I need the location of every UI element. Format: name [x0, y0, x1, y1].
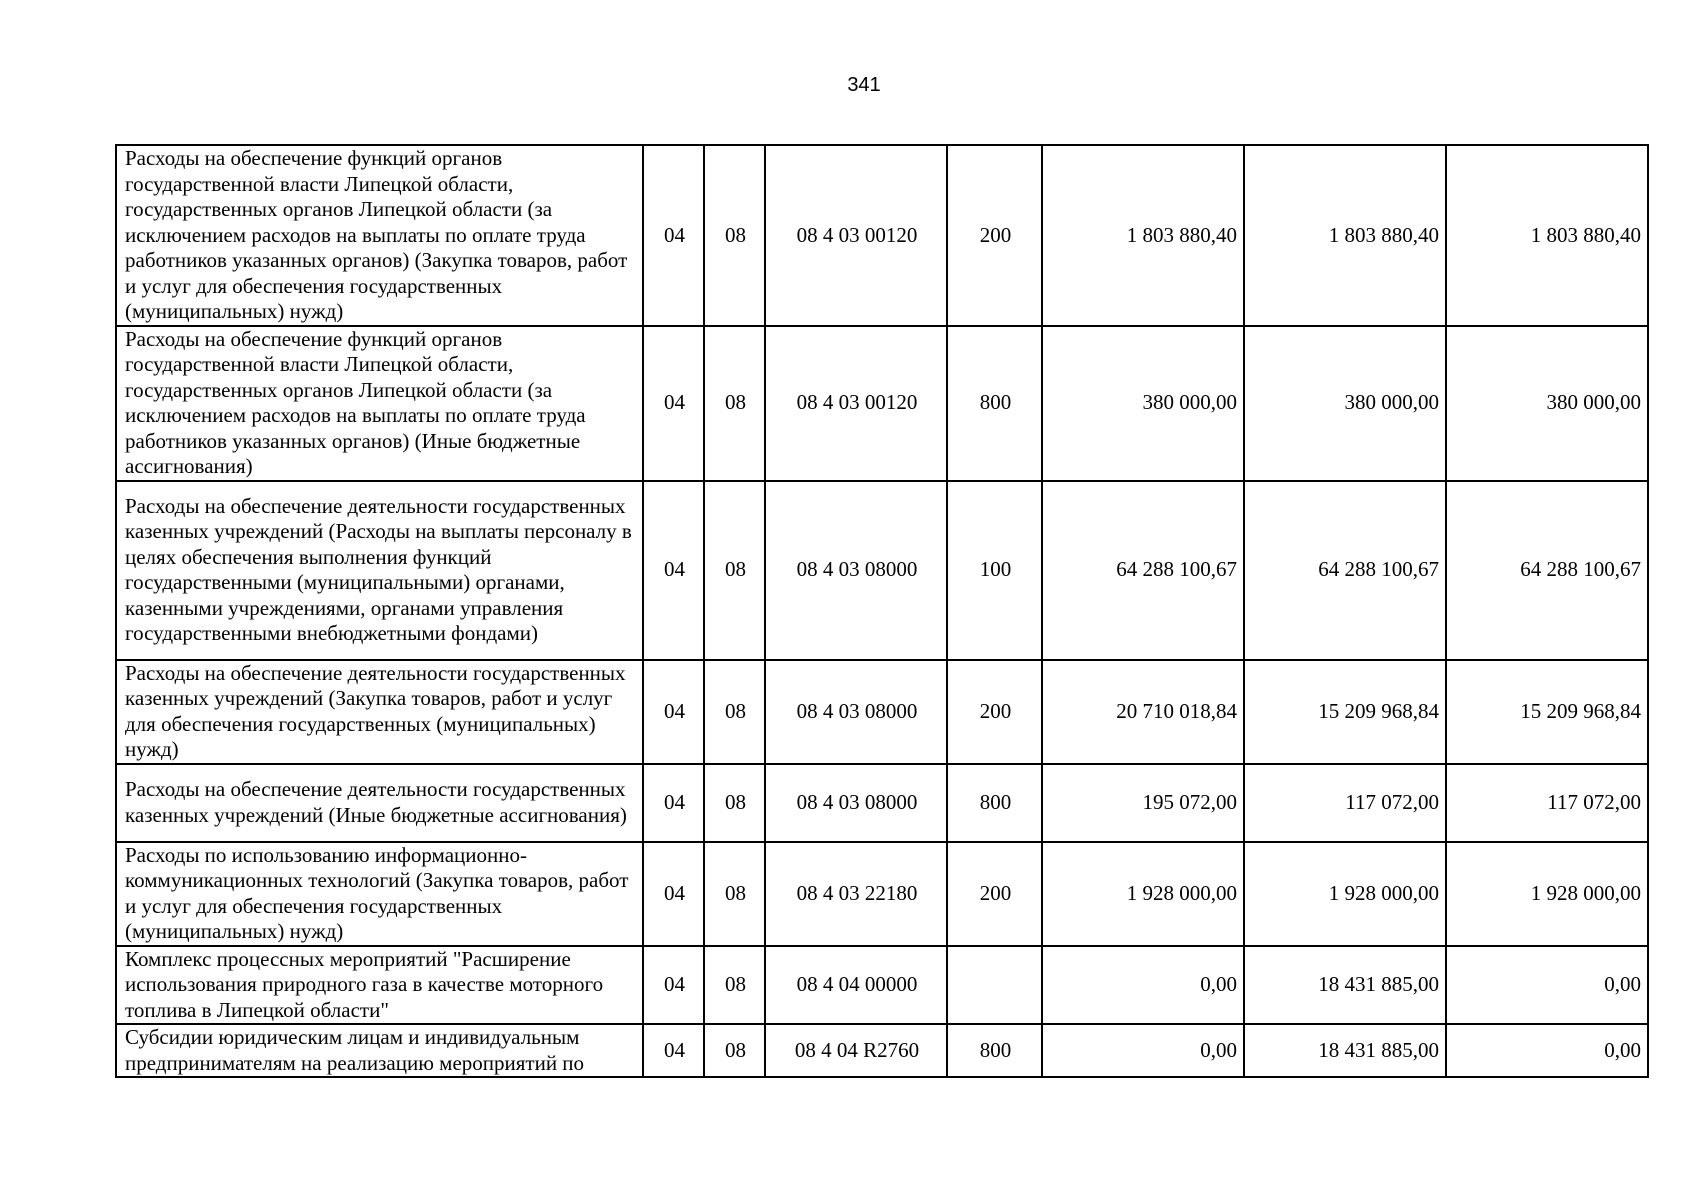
amount-year-1: 1 803 880,40 — [1042, 145, 1244, 326]
target-article-code: 08 4 03 00120 — [765, 326, 947, 481]
amount-year-2: 18 431 885,00 — [1244, 1024, 1446, 1077]
section-code: 04 — [643, 660, 704, 764]
section-code: 04 — [643, 481, 704, 660]
row-description: Субсидии юридическим лицам и индивидуальным предпринимателям на реализацию мероприятий по — [116, 1024, 643, 1077]
amount-year-2: 380 000,00 — [1244, 326, 1446, 481]
amount-year-1: 380 000,00 — [1042, 326, 1244, 481]
subsection-code: 08 — [704, 326, 765, 481]
table-row — [116, 481, 1648, 660]
amount-year-3: 380 000,00 — [1446, 326, 1648, 481]
row-description: Расходы по использованию информационно-коммуникационных технологий (Закупка товаров, работ и услуг для обеспечения государственных (муниципальных) нужд) — [116, 842, 643, 946]
subsection-code: 08 — [704, 660, 765, 764]
amount-year-2: 64 288 100,67 — [1244, 481, 1446, 660]
subsection-code: 08 — [704, 145, 765, 326]
subsection-code: 08 — [704, 1024, 765, 1077]
section-code: 04 — [643, 946, 704, 1025]
section-code: 04 — [643, 1024, 704, 1077]
subsection-code: 08 — [704, 764, 765, 842]
amount-year-3: 15 209 968,84 — [1446, 660, 1648, 764]
expense-type-code: 800 — [947, 326, 1042, 481]
expense-type-code: 200 — [947, 842, 1042, 946]
table-row — [116, 326, 1648, 481]
amount-year-2: 1 803 880,40 — [1244, 145, 1446, 326]
subsection-code: 08 — [704, 842, 765, 946]
amount-year-1: 195 072,00 — [1042, 764, 1244, 842]
row-description: Расходы на обеспечение функций органов государственной власти Липецкой области, государственных органов Липецкой области (за исключением расходов на выплаты по оплате труда работников указанных органов) (Закупка товаров, работ и услуг для обеспечения государственных (муниципальных) нужд) — [116, 145, 643, 326]
table-row — [116, 660, 1648, 764]
amount-year-2: 117 072,00 — [1244, 764, 1446, 842]
amount-year-2: 1 928 000,00 — [1244, 842, 1446, 946]
table-row — [116, 1024, 1648, 1077]
section-code: 04 — [643, 764, 704, 842]
table-row — [116, 842, 1648, 946]
amount-year-1: 20 710 018,84 — [1042, 660, 1244, 764]
amount-year-3: 117 072,00 — [1446, 764, 1648, 842]
amount-year-2: 15 209 968,84 — [1244, 660, 1446, 764]
expense-type-code: 100 — [947, 481, 1042, 660]
target-article-code: 08 4 04 00000 — [765, 946, 947, 1025]
target-article-code: 08 4 03 08000 — [765, 660, 947, 764]
target-article-code: 08 4 03 08000 — [765, 764, 947, 842]
expense-type-code: 800 — [947, 1024, 1042, 1077]
expense-type-code: 200 — [947, 660, 1042, 764]
amount-year-1: 0,00 — [1042, 1024, 1244, 1077]
budget-table — [115, 144, 1649, 1078]
expense-type-code — [947, 946, 1042, 1025]
table-row — [116, 145, 1648, 326]
row-description: Комплекс процессных мероприятий "Расширение использования природного газа в качестве моторного топлива в Липецкой области" — [116, 946, 643, 1025]
subsection-code: 08 — [704, 946, 765, 1025]
target-article-code: 08 4 04 R2760 — [765, 1024, 947, 1077]
amount-year-3: 1 803 880,40 — [1446, 145, 1648, 326]
section-code: 04 — [643, 326, 704, 481]
row-description: Расходы на обеспечение деятельности государственных казенных учреждений (Закупка товаров, работ и услуг для обеспечения государственных (муниципальных) нужд) — [116, 660, 643, 764]
amount-year-3: 64 288 100,67 — [1446, 481, 1648, 660]
target-article-code: 08 4 03 00120 — [765, 145, 947, 326]
subsection-code: 08 — [704, 481, 765, 660]
table-row — [116, 946, 1648, 1025]
section-code: 04 — [643, 145, 704, 326]
expense-type-code: 800 — [947, 764, 1042, 842]
amount-year-3: 0,00 — [1446, 946, 1648, 1025]
page-number: 341 — [847, 74, 881, 96]
table-row — [116, 764, 1648, 842]
amount-year-2: 18 431 885,00 — [1244, 946, 1446, 1025]
amount-year-1: 1 928 000,00 — [1042, 842, 1244, 946]
amount-year-3: 1 928 000,00 — [1446, 842, 1648, 946]
target-article-code: 08 4 03 22180 — [765, 842, 947, 946]
row-description: Расходы на обеспечение функций органов государственной власти Липецкой области, государственных органов Липецкой области (за исключением расходов на выплаты по оплате труда работников указанных органов) (Иные бюджетные ассигнования) — [116, 326, 643, 481]
amount-year-3: 0,00 — [1446, 1024, 1648, 1077]
expense-type-code: 200 — [947, 145, 1042, 326]
row-description: Расходы на обеспечение деятельности государственных казенных учреждений (Иные бюджетные ассигнования) — [116, 764, 643, 842]
section-code: 04 — [643, 842, 704, 946]
amount-year-1: 64 288 100,67 — [1042, 481, 1244, 660]
target-article-code: 08 4 03 08000 — [765, 481, 947, 660]
row-description: Расходы на обеспечение деятельности государственных казенных учреждений (Расходы на выплаты персоналу в целях обеспечения выполнения функций государственными (муниципальными) органами, казенными учреждениями, органами управления государственными внебюджетными фондами) — [116, 481, 643, 660]
amount-year-1: 0,00 — [1042, 946, 1244, 1025]
